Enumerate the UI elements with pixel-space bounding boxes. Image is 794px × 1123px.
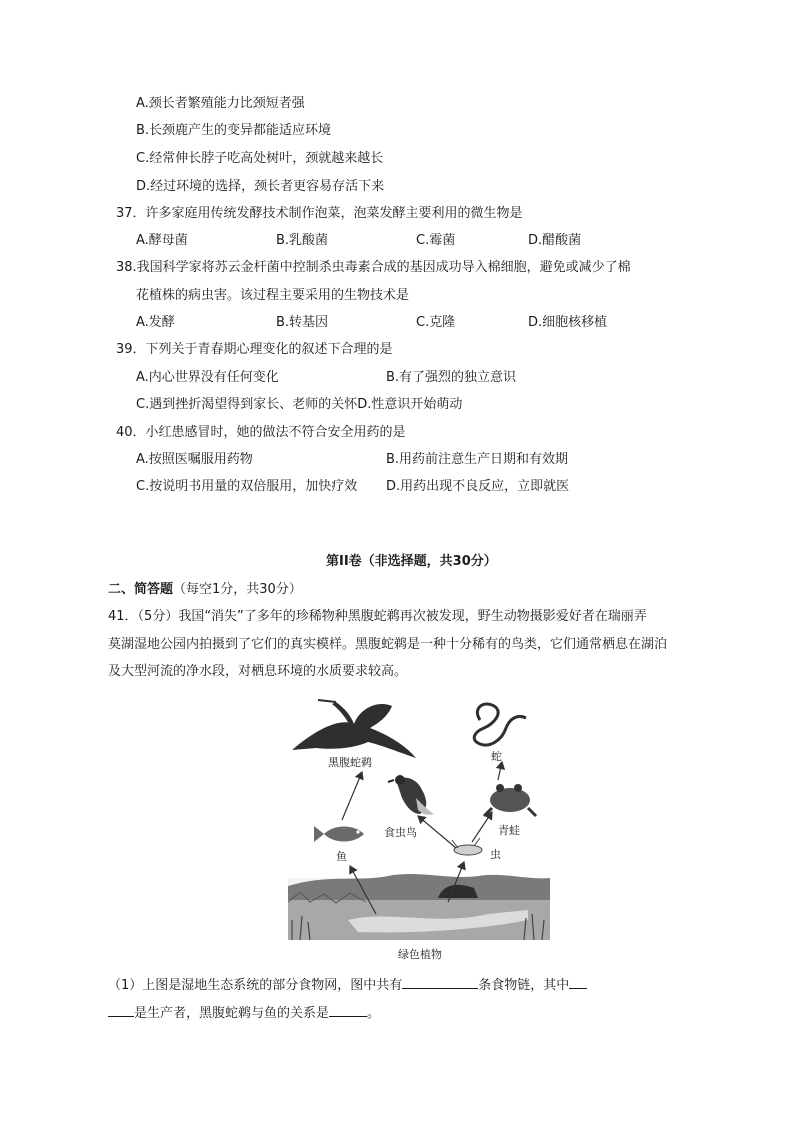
answer-blank-producer-part2[interactable] [108, 1002, 134, 1017]
q37-option-d: D.醋酸菌 [528, 233, 582, 248]
q39-stem: 39．下列关于青春期心理变化的叙述下合理的是 [116, 342, 393, 357]
q41-text-line1: 41．（5分）我国“消失”了多年的珍稀物种黑腹蛇鹈再次被发现，野生动物摄影爱好者在瑞丽弄 [108, 609, 647, 624]
q40-option-d: D.用药出现不良反应，立即就医 [386, 479, 570, 494]
section2-heading-note: （每空1分，共30分） [173, 582, 302, 597]
q40-option-b: B.用药前注意生产日期和有效期 [386, 452, 569, 467]
q41-sub1-text-c: 是生产者，黑腹蛇鹈与鱼的关系是 [134, 1006, 330, 1021]
answer-blank-chain-count[interactable] [402, 974, 478, 989]
q36-option-a: A.颈长者繁殖能力比颈短者强 [136, 96, 305, 111]
q39-option-b: B.有了强烈的独立意识 [386, 370, 517, 385]
q41-sub1-line2 [108, 1002, 380, 1023]
q40-option-c: C.按说明书用量的双倍服用，加快疗效 [136, 479, 358, 494]
q38-stem-line2: 花植株的病虫害。该过程主要采用的生物技术是 [136, 288, 410, 303]
section2-title: 第II卷（非选择题，共30分） [326, 554, 497, 569]
food-web-figure [288, 688, 560, 966]
q38-option-c: C.克隆 [416, 315, 456, 330]
wetland-landscape [288, 874, 550, 940]
q36-option-b: B.长颈鹿产生的变异都能适应环境 [136, 123, 332, 138]
q41-sub1-text-d: 。 [367, 1006, 381, 1021]
q40-stem: 40．小红患感冒时，她的做法不符合安全用药的是 [116, 425, 406, 440]
label-snake: 蛇 [491, 750, 502, 763]
q39-option-a: A.内心世界没有任何变化 [136, 370, 279, 385]
q41-text-line2: 莫湖湿地公园内拍摄到了它们的真实模样。黑腹蛇鹈是一种十分稀有的鸟类，它们通常栖息在湖泊 [108, 637, 668, 652]
label-insect: 虫 [490, 848, 501, 861]
q37-option-a: A.酵母菌 [136, 233, 188, 248]
label-frog: 青蛙 [498, 824, 520, 837]
q36-option-d: D.经过环境的选择，颈长者更容易存活下来 [136, 179, 385, 194]
q40-option-a: A.按照医嘱服用药物 [136, 452, 253, 467]
label-bird: 食虫鸟 [384, 826, 417, 839]
q37-stem: 37．许多家庭用传统发酵技术制作泡菜，泡菜发酵主要利用的微生物是 [116, 206, 523, 221]
q37-option-c: C.霉菌 [416, 233, 456, 248]
answer-blank-relationship[interactable] [329, 1002, 367, 1017]
label-darter: 黑腹蛇鹈 [328, 756, 372, 769]
label-fish: 鱼 [336, 850, 347, 863]
q38-stem-line1: 38.我国科学家将苏云金杆菌中控制杀虫毒素合成的基因成功导入棉细胞，避免或减少了棉 [116, 260, 631, 275]
q41-sub1-text-b: 条食物链，其中 [478, 978, 570, 993]
label-plants: 绿色植物 [398, 948, 442, 961]
q37-option-b: B.乳酸菌 [276, 233, 329, 248]
section2-heading-bold: 二、简答题 [108, 582, 174, 597]
q38-option-b: B.转基因 [276, 315, 329, 330]
q41-sub1-text-a: （1）上图是湿地生态系统的部分食物网，图中共有 [108, 978, 403, 993]
q38-option-d: D.细胞核移植 [528, 315, 608, 330]
q41-sub1-line1 [108, 974, 587, 995]
q41-text-line3: 及大型河流的净水段，对栖息环境的水质要求较高。 [108, 664, 408, 679]
section2-heading [108, 581, 302, 599]
q39-option-cd: C.遇到挫折渴望得到家长、老师的关怀D.性意识开始萌动 [136, 397, 463, 412]
q38-option-a: A.发酵 [136, 315, 175, 330]
answer-blank-producer-part1[interactable] [569, 974, 587, 989]
q36-option-c: C.经常伸长脖子吃高处树叶，颈就越来越长 [136, 151, 384, 166]
